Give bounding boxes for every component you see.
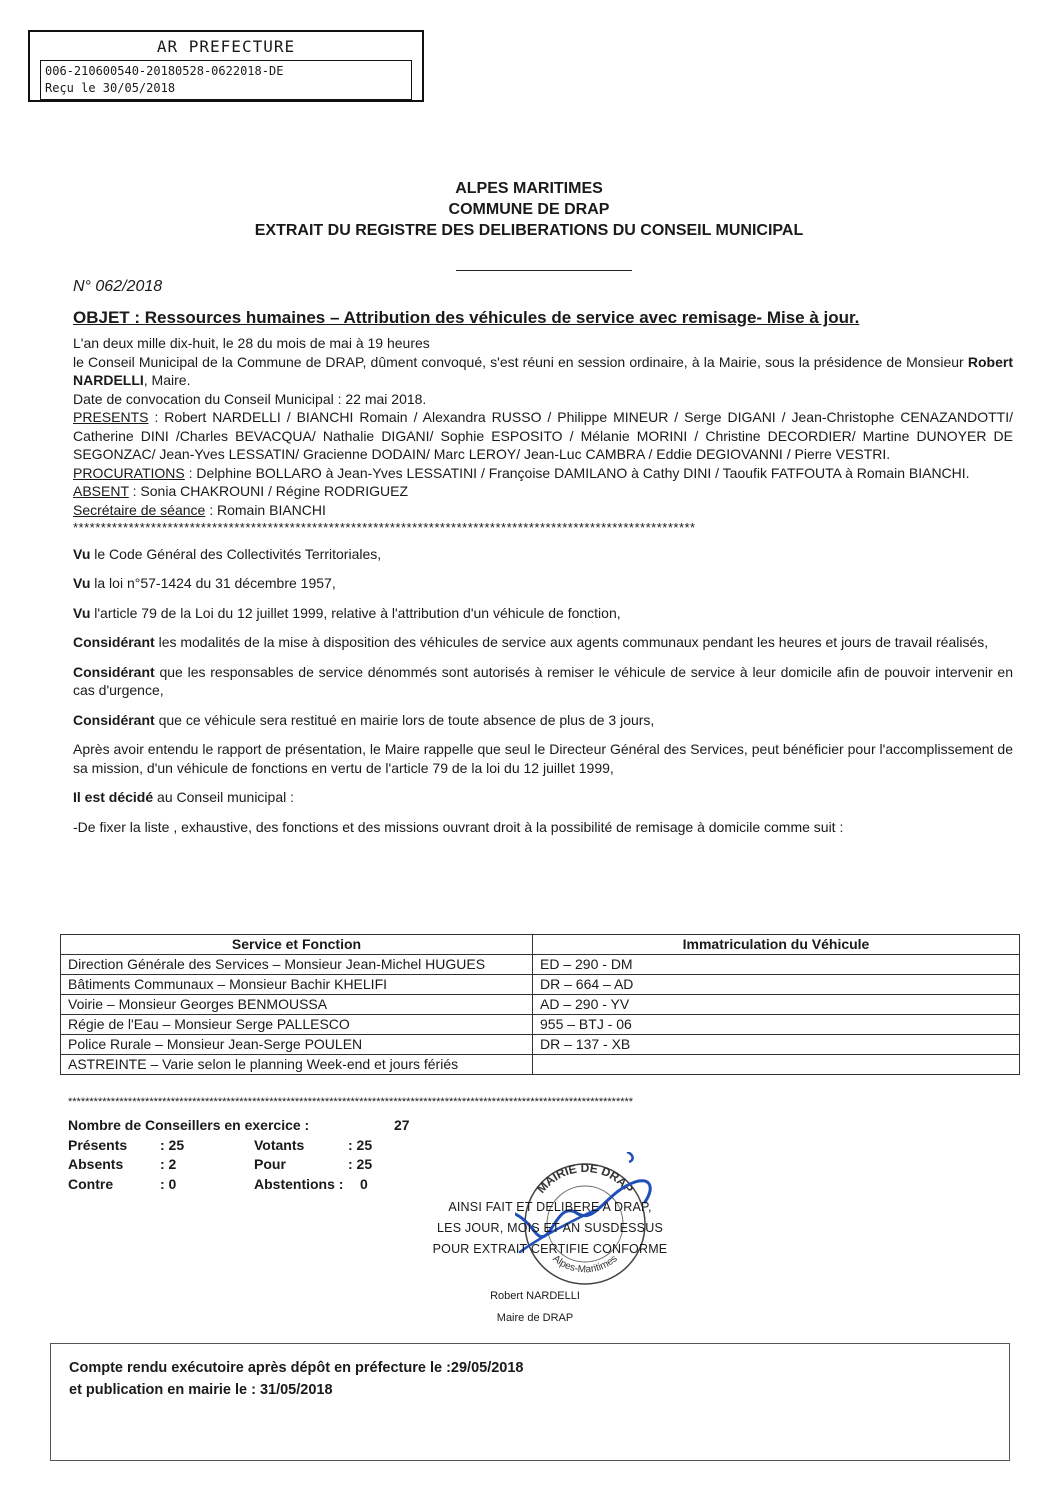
presents-names: : Robert NARDELLI / BIANCHI Romain / Alexandra RUSSO / Philippe MINEUR / Serge DIGANI / Jean-Christophe CENAZANDOTTI/ Catherine DINI /Charles BEVACQUA/ Nathalie DIGANI/ Sophie ESPOSITO / Mélanie MORINI / Christine DECORDIER/ Martine DUNOYER DE SEGONZAC/ Jean-Yves LESSATIN/ Gracienne DODAIN/ Marc LEROY/ Jean-Luc CAMBRA / Eddie DEGIOVANNI / Pierre VESTRI. (73, 409, 1013, 462)
seal-top-text: MAIRIE DE DRAP (533, 1161, 637, 1196)
header-commune: COMMUNE DE DRAP (448, 201, 610, 218)
considerations (73, 545, 1013, 837)
vote-row (68, 1116, 410, 1136)
table-row (61, 1015, 1020, 1035)
votants-label: Votants (254, 1136, 305, 1153)
signatory-role: Maire de DRAP (496, 1312, 574, 1324)
registration-cell (533, 1055, 1020, 1075)
certification-line: LES JOUR, MOIS ET AN SUSDESSUS (437, 1221, 663, 1235)
certification-line: POUR EXTRAIT CERTIFIE CONFORME (432, 1242, 668, 1256)
seal-bottom-text: Alpes-Maritimes (550, 1253, 620, 1276)
paragraph-text: Après avoir entendu le rapport de présentation, le Maire rappelle que seul le Directeur Général des Services, peut bénéficier pour l'accomplissement de sa mission, d'un véhicule de fonctions en vertu de l'article 79 de la loi du 12 juillet 1999, (73, 741, 1013, 776)
intro-session-line (73, 353, 1013, 390)
councillors-label: Nombre de Conseillers en exercice : (68, 1117, 310, 1133)
absents-count: : 2 (160, 1156, 177, 1172)
separator-stars-bottom: ************************************************************************************************************************************ (68, 1096, 634, 1108)
service-cell: ASTREINTE – Varie selon le planning Week-end et jours fériés (61, 1055, 533, 1075)
procurations-names: : Delphine BOLLARO à Jean-Yves LESSATINI / Françoise DAMILANO à Cathy DINI / Taoufik FATFOUTA à Romain BIANCHI. (184, 464, 970, 481)
executory-notice (50, 1343, 1010, 1461)
service-cell: Direction Générale des Services – Monsieur Jean-Michel HUGUES (61, 955, 533, 975)
registration-cell: ED – 290 - DM (533, 955, 1020, 975)
paragraph (73, 788, 1013, 807)
registration-cell: 955 – BTJ - 06 (533, 1015, 1020, 1035)
registration-cell: AD – 290 - YV (533, 995, 1020, 1015)
paragraph-text: -De fixer la liste , exhaustive, des fonctions et des missions ouvrant droit à la possibilité de remisage à domicile comme suit : (73, 818, 844, 835)
paragraph-text: la loi n°57-1424 du 31 décembre 1957, (90, 575, 336, 591)
deliberation-subject: OBJET : Ressources humaines – Attribution des véhicules de service avec remisage- Mise à jour. (73, 308, 860, 327)
councillors-count: 27 (394, 1117, 410, 1133)
paragraph (73, 574, 1013, 593)
prefecture-deposit-line: Compte rendu exécutoire après dépôt en préfecture le :29/05/2018 (69, 1360, 524, 1376)
procurations-label: PROCURATIONS (73, 464, 185, 481)
pour-label: Pour (254, 1156, 286, 1172)
paragraph-text: le Code Général des Collectivités Territoriales, (90, 545, 382, 562)
vote-row (68, 1136, 410, 1156)
paragraph-text: l'article 79 de la Loi du 12 juillet 1999, relative à l'attribution d'un véhicule de fonction, (90, 604, 621, 621)
header-divider (456, 270, 632, 271)
absents-label: Absents (68, 1156, 124, 1172)
registration-cell: DR – 664 – AD (533, 975, 1020, 995)
paragraph (73, 545, 1013, 564)
service-cell: Voirie – Monsieur Georges BENMOUSSA (61, 995, 533, 1015)
signatory-name: Robert NARDELLI (490, 1290, 580, 1302)
contre-label: Contre (68, 1175, 114, 1192)
absent-names: : Sonia CHAKROUNI / Régine RODRIGUEZ (128, 483, 409, 499)
vote-summary (68, 1116, 410, 1194)
procurations-list (73, 464, 1013, 483)
header-department: ALPES MARITIMES (455, 180, 603, 197)
service-cell: Police Rurale – Monsieur Jean-Serge POULEN (61, 1035, 533, 1055)
abstentions-label: Abstentions : (254, 1175, 344, 1192)
vote-row (68, 1155, 410, 1175)
stamp-title: AR PREFECTURE (156, 37, 296, 56)
presents-label: PRESENTS (73, 409, 149, 425)
presents-count-label: Présents (68, 1136, 128, 1153)
paragraph-lead: Vu (73, 575, 91, 591)
separator-stars: **************************************************************************************************************** (73, 520, 696, 535)
paragraph-lead: Il est décidé (73, 789, 154, 805)
stamp-reference: 006-210600540-20180528-0622018-DE (45, 64, 284, 78)
paragraph (73, 604, 1013, 623)
service-cell: Bâtiments Communaux – Monsieur Bachir KHELIFI (61, 975, 533, 995)
vote-row (68, 1175, 410, 1195)
paragraph (73, 740, 1013, 777)
session-text: le Conseil Municipal de la Commune de DRAP, dûment convoqué, s'est réuni en session ordinaire, à la Mairie, sous la présidence de Monsieur (73, 353, 968, 370)
table-row (61, 955, 1020, 975)
vehicle-table (60, 934, 1020, 1075)
paragraph (73, 663, 1013, 700)
table-row (61, 975, 1020, 995)
pour-count: : 25 (348, 1156, 373, 1172)
votants-count: : 25 (348, 1136, 373, 1153)
header-register-title: EXTRAIT DU REGISTRE DES DELIBERATIONS DU CONSEIL MUNICIPAL (254, 222, 804, 239)
intro-date-line: L'an deux mille dix-huit, le 28 du mois de mai à 19 heures (73, 335, 430, 351)
paragraph-text: les modalités de la mise à disposition des véhicules de service aux agents communaux pendant les heures et jours de travail réalisés, (154, 634, 989, 650)
table-row (61, 995, 1020, 1015)
table-header-row (61, 935, 1020, 955)
registration-cell: DR – 137 - XB (533, 1035, 1020, 1055)
stamp-details (40, 60, 412, 100)
paragraph-lead: Considérant (73, 711, 155, 728)
signatory (470, 1285, 600, 1329)
paragraph-lead: Considérant (73, 663, 155, 680)
convocation-date: Date de convocation du Conseil Municipal : 22 mai 2018. (73, 390, 427, 407)
paragraph-text: que les responsables de service dénommés sont autorisés à remiser le véhicule de service à leur domicile afin de pouvoir intervenir en cas d'urgence, (73, 663, 1013, 698)
paragraph (73, 818, 1013, 837)
secretary-name: : Romain BIANCHI (205, 501, 326, 518)
secretary-label: Secrétaire de séance (73, 501, 206, 518)
column-header-service: Service et Fonction (61, 935, 533, 955)
presents-list (73, 408, 1013, 464)
contre-count: : 0 (160, 1175, 177, 1192)
paragraph-text: que ce véhicule sera restitué en mairie lors de toute absence de plus de 3 jours, (154, 711, 655, 728)
table-row (61, 1035, 1020, 1055)
paragraph-lead: Vu (73, 545, 91, 562)
paragraph (73, 711, 1013, 730)
certification-line: AINSI FAIT ET DELIBERE A DRAP, (448, 1200, 652, 1214)
paragraph-lead: Considérant (73, 634, 155, 650)
paragraph-text: au Conseil municipal : (153, 789, 295, 805)
absent-list (73, 482, 1013, 501)
paragraph-lead: Vu (73, 604, 91, 621)
abstentions-count: 0 (360, 1175, 368, 1192)
presents-count: : 25 (160, 1136, 185, 1153)
secretary-line (73, 501, 1013, 520)
document-header (0, 178, 1058, 241)
column-header-registration: Immatriculation du Véhicule (533, 935, 1020, 955)
stamp-received-date: Reçu le 30/05/2018 (45, 81, 176, 95)
absent-label: ABSENT (73, 483, 129, 499)
prefecture-stamp (28, 30, 424, 102)
certification-block (420, 1197, 680, 1260)
session-text-end: , Maire. (143, 372, 191, 388)
publication-line: et publication en mairie le : 31/05/2018 (69, 1382, 333, 1398)
deliberation-body (73, 334, 1013, 836)
deliberation-number: N° 062/2018 (73, 278, 163, 295)
paragraph (73, 633, 1013, 652)
service-cell: Régie de l'Eau – Monsieur Serge PALLESCO (61, 1015, 533, 1035)
mayor-name: Robert NARDELLI (73, 353, 1013, 388)
table-row (61, 1055, 1020, 1075)
